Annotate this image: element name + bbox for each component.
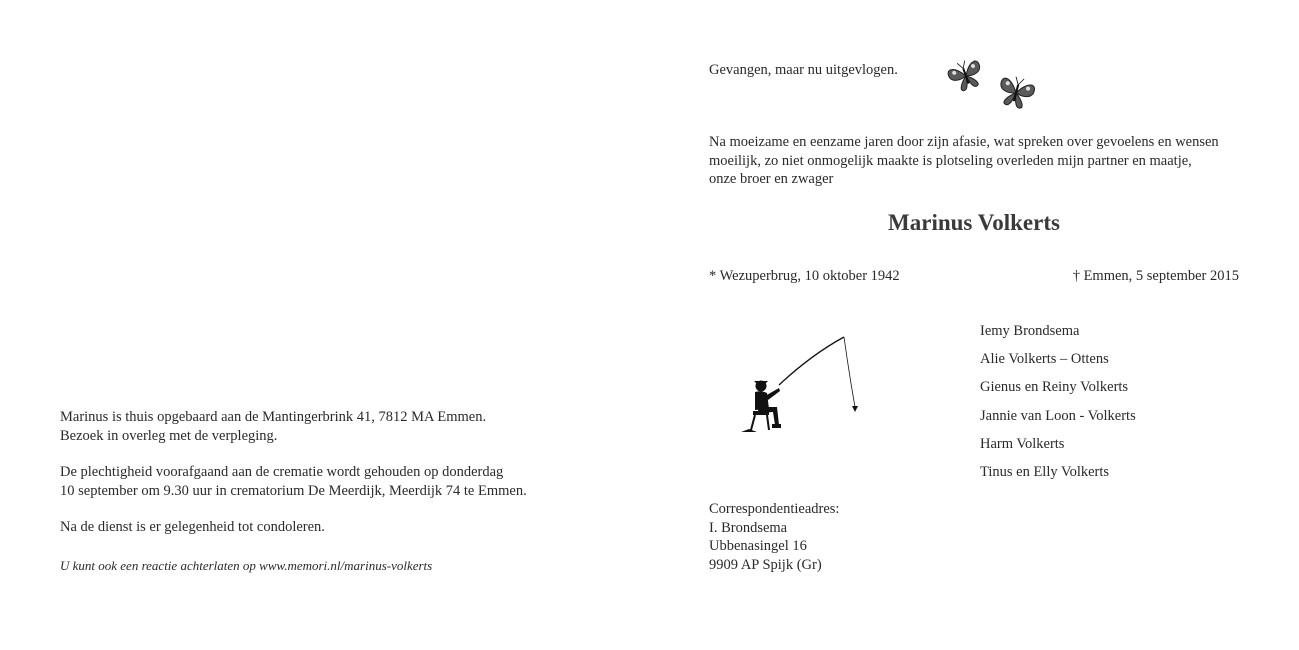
family-member: Jannie van Loon - Volkerts — [980, 407, 1136, 424]
visitation-info — [60, 408, 486, 445]
intro-line: onze broer en zwager — [709, 171, 834, 187]
address-line: 9909 AP Spijk (Gr) — [709, 556, 822, 573]
death-info: † Emmen, 5 september 2015 — [1072, 268, 1239, 284]
fisherman-silhouette-icon — [741, 333, 871, 438]
correspondence-heading: Correspondentieadres: — [709, 501, 840, 517]
family-member: Alie Volkerts – Ottens — [980, 351, 1109, 368]
address-line: I. Brondsema — [709, 519, 788, 536]
correspondence-address — [709, 500, 839, 574]
intro-line: moeilijk, zo niet onmogelijk maakte is plotseling overleden mijn partner en maatje, — [709, 152, 1192, 169]
butterfly-icon — [946, 58, 986, 94]
motto: Gevangen, maar nu uitgevlogen. — [709, 62, 898, 78]
online-reaction-link[interactable]: U kunt ook een reactie achterlaten op www.memori.nl/marinus-volkerts — [60, 558, 433, 573]
left-page — [0, 0, 649, 650]
family-member: Tinus en Elly Volkerts — [980, 463, 1110, 480]
butterfly-icon — [995, 74, 1037, 112]
family-member: Gienus en Reiny Volkerts — [980, 379, 1129, 396]
birth-info: * Wezuperbrug, 10 oktober 1942 — [709, 268, 900, 284]
ceremony-info — [60, 463, 527, 500]
condolence-info: Na de dienst is er gelegenheid tot condoleren. — [60, 519, 325, 535]
ceremony-line: 10 september om 9.30 uur in crematorium De Meerdijk, Meerdijk 74 te Emmen. — [60, 482, 527, 499]
intro-line: Na moeizame en eenzame jaren door zijn afasie, wat spreken over gevoelens en wensen — [709, 134, 1219, 150]
ceremony-line: De plechtigheid voorafgaand aan de crematie wordt gehouden op donderdag — [60, 464, 504, 480]
visitation-line: Marinus is thuis opgebaard aan de Mantingerbrink 41, 7812 MA Emmen. — [60, 409, 487, 425]
visitation-line: Bezoek in overleg met de verpleging. — [60, 427, 278, 444]
family-member: Iemy Brondsema — [980, 323, 1080, 339]
address-line: Ubbenasingel 16 — [709, 538, 807, 554]
right-page — [649, 0, 1299, 650]
intro-text — [709, 133, 1219, 189]
family-member: Harm Volkerts — [980, 435, 1065, 452]
family-list — [980, 322, 1136, 491]
deceased-name: Marinus Volkerts — [888, 210, 1060, 235]
